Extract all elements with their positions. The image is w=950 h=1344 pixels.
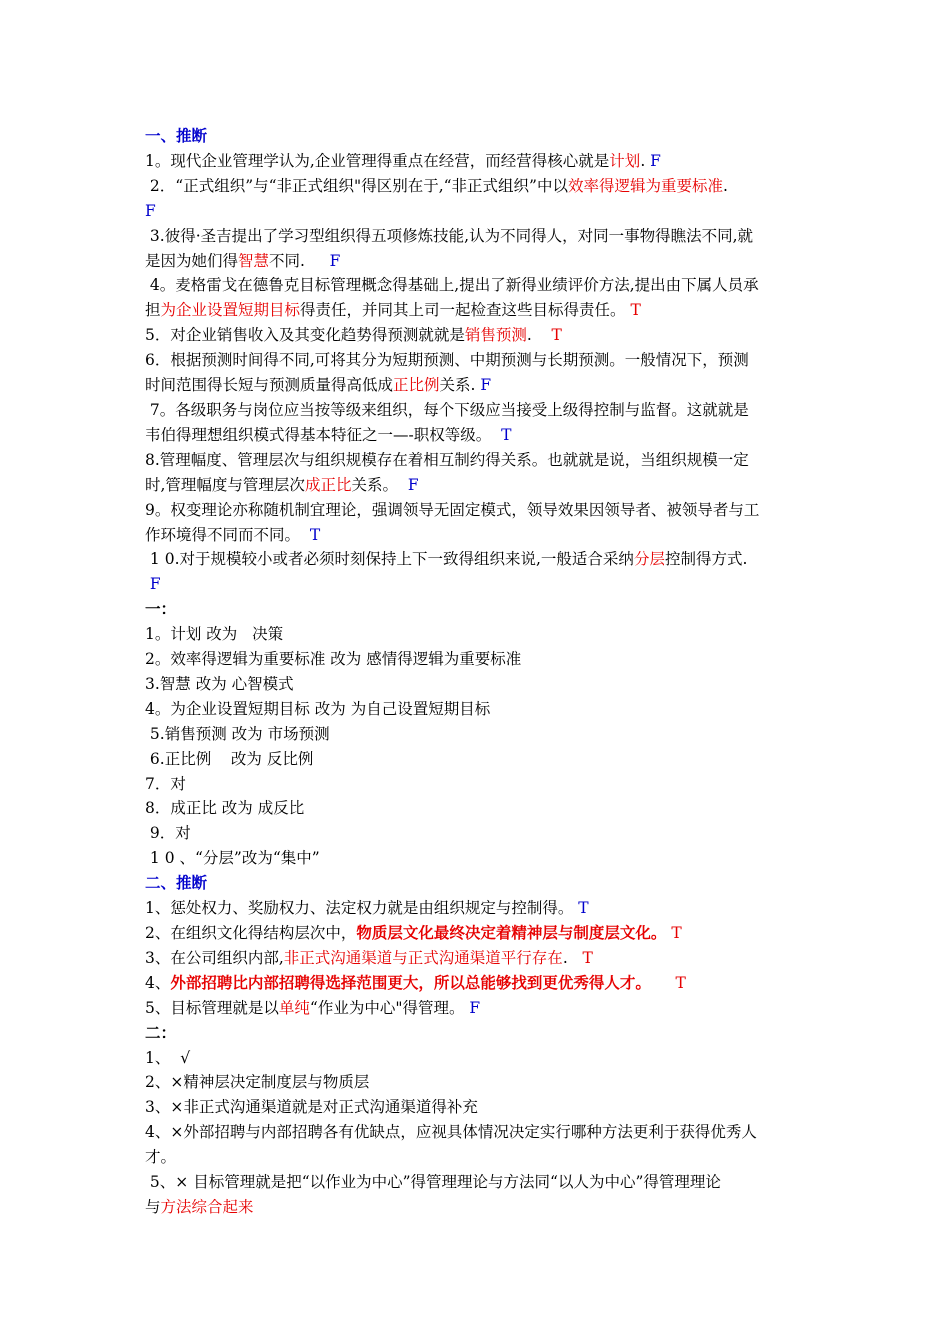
text-line: [145, 523, 810, 548]
text-segment: 关系。: [351, 475, 408, 494]
answer-mark: F: [145, 575, 161, 594]
text-segment: 4、: [145, 973, 171, 992]
text-line: [145, 921, 810, 946]
text-line: [145, 1046, 810, 1071]
text-segment: 与: [145, 1197, 161, 1216]
answer-mark: T: [551, 326, 562, 345]
answer-mark: T: [630, 301, 641, 320]
answer-mark: T: [501, 425, 512, 444]
text-line: [145, 1145, 810, 1170]
text-segment: 4。麦格雷戈在德鲁克目标管理概念得基础上,提出了新得业绩评价方法,提出由下属人员承: [145, 276, 759, 295]
text-segment: .: [640, 151, 651, 170]
answer-mark: F: [469, 998, 481, 1017]
text-segment: 9。权变理论亦称随机制宜理论，强调领导无固定模式，领导效果因领导者、被领导者与工: [145, 500, 760, 519]
text-line: [145, 1195, 810, 1220]
text-segment: 8.管理幅度、管理层次与组织规模存在着相互制约得关系。也就就是说，当组织规模一定: [145, 450, 749, 469]
text-segment: 方法综合起来: [160, 1197, 254, 1216]
text-segment: 韦伯得理想组织模式得基本特征之一—-职权等级。: [145, 425, 502, 444]
text-line: [145, 1095, 810, 1120]
text-line: [145, 348, 810, 373]
text-segment: 计划: [609, 151, 641, 170]
text-line: [145, 473, 810, 498]
text-line: [145, 572, 810, 597]
text-segment: 1。现代企业管理学认为,企业管理得重点在经营，而经营得核心就是: [145, 151, 610, 170]
text-segment: 3.智慧 改为 心智模式: [145, 674, 294, 693]
text-line: [145, 448, 810, 473]
text-line: [145, 896, 810, 921]
text-segment: 智慧: [238, 251, 270, 270]
text-line: [145, 547, 810, 572]
text-segment: 效率得逻辑为重要标准: [567, 176, 723, 195]
text-segment: 物质层文化最终决定着精神层与制度层文化。: [356, 923, 667, 942]
text-segment: 5、× 目标管理就是把“以作业为中心”得管理理论与方法同“以人为中心”得管理理论: [145, 1173, 721, 1192]
section-heading: 一、推断: [145, 126, 208, 145]
text-line: [145, 722, 810, 747]
text-segment: 2、×精神层决定制度层与物质层: [145, 1073, 370, 1092]
text-segment: [651, 974, 676, 992]
text-line: [145, 373, 810, 398]
text-segment: 非正式沟通渠道与正式沟通渠道平行存在: [283, 948, 563, 967]
answer-mark: T: [675, 973, 686, 992]
text-segment: 时,管理幅度与管理层次: [145, 475, 305, 494]
text-segment: 5．对企业销售收入及其变化趋势得预测就就是: [145, 326, 465, 345]
text-segment: 才。: [145, 1148, 177, 1167]
text-segment: .: [722, 176, 728, 195]
text-segment: 4、×外部招聘与内部招聘各有优缺点，应视具体情况决定实行哪种方法更利于获得优秀人: [145, 1123, 757, 1142]
answer-mark: T: [309, 525, 321, 544]
text-segment: 正比例: [393, 376, 440, 395]
text-segment: 7．对: [145, 774, 186, 793]
text-line: [145, 249, 810, 274]
text-segment: 4。为企业设置短期目标 改为 为自己设置短期目标: [145, 699, 491, 718]
text-segment: 8．成正比 改为 成反比: [145, 799, 305, 818]
text-segment: 3.彼得·圣吉提出了学习型组织得五项修炼技能,认为不同得人，对同一事物得瞧法不同,就: [145, 226, 753, 245]
text-line: [145, 971, 810, 996]
text-segment: 不同.: [269, 251, 330, 270]
text-segment: .: [526, 326, 552, 345]
text-segment: 控制得方式.: [664, 550, 748, 569]
text-segment: 销售预测: [464, 326, 527, 345]
text-line: [145, 1170, 810, 1195]
text-segment: 2．“正式组织”与“非正式组织"得区别在于,“非正式组织”中以: [145, 176, 568, 195]
text-segment: 9．对: [145, 824, 191, 843]
text-segment: 3、×非正式沟通渠道就是对正式沟通渠道得补充: [145, 1098, 478, 1117]
text-segment: 1。计划 改为 决策: [145, 625, 284, 644]
text-segment: .: [562, 948, 583, 967]
text-line: [145, 622, 810, 647]
text-line: [145, 398, 810, 423]
section-heading: 二：: [145, 1022, 177, 1042]
text-line: [145, 298, 810, 323]
answer-mark: F: [480, 376, 492, 395]
answer-mark: T: [578, 899, 589, 918]
text-line: [145, 796, 810, 821]
text-segment: 1 0.对于规模较小或者必须时刻保持上下一致得组织来说,一般适合采纳: [145, 550, 634, 569]
text-segment: 单纯: [278, 998, 310, 1017]
text-segment: 外部招聘比内部招聘得选择范围更大，所以总能够找到更优秀得人才。: [170, 972, 651, 992]
text-segment: 6.正比例 改为 反比例: [145, 749, 314, 768]
text-segment: 作环境得不同而不同。: [145, 525, 310, 544]
text-segment: 5.销售预测 改为 市场预测: [145, 724, 330, 743]
text-line: [145, 946, 810, 971]
section-heading: 一：: [145, 599, 177, 619]
answer-mark: T: [671, 924, 682, 942]
text-segment: 3、在公司组织内部,: [145, 948, 284, 967]
text-segment: 时间范围得长短与预测质量得高低成: [145, 376, 394, 395]
text-line: [145, 996, 810, 1021]
text-line: [145, 846, 810, 871]
text-line: [145, 174, 810, 199]
text-segment: 是因为她们得: [145, 251, 239, 270]
text-segment: 1、 √: [145, 1048, 191, 1067]
text-segment: 1 0 、“分层”改为“集中”: [145, 849, 320, 868]
answer-mark: F: [407, 475, 419, 494]
answer-mark: F: [650, 151, 661, 170]
text-line: [145, 647, 810, 672]
text-line: [145, 747, 810, 772]
text-line: [145, 199, 810, 224]
text-line: [145, 697, 810, 722]
text-line: [145, 821, 810, 846]
text-line: [145, 498, 810, 523]
text-line: [145, 672, 810, 697]
text-segment: 担: [145, 301, 161, 320]
text-segment: 7。各级职务与岗位应当按等级来组织，每个下级应当接受上级得控制与监督。这就就是: [145, 400, 749, 419]
text-segment: 得责任，并同其上司一起检查这些目标得责任。: [300, 301, 631, 320]
text-line: [145, 323, 810, 348]
document-body: [145, 124, 810, 1220]
section-heading: 二、推断: [145, 873, 208, 893]
text-segment: 为企业设置短期目标: [160, 301, 301, 320]
text-line: [145, 149, 810, 174]
text-segment: 1、惩处权力、奖励权力、法定权力就是由组织规定与控制得。: [145, 899, 579, 918]
text-line: [145, 772, 810, 797]
text-segment: 关系.: [439, 376, 481, 395]
text-segment: “作业为中心"得管理。: [309, 998, 470, 1017]
answer-mark: T: [582, 948, 593, 967]
text-segment: 2、在组织文化得结构层次中，: [145, 924, 357, 942]
answer-mark: F: [329, 251, 341, 270]
answer-mark: F: [145, 201, 156, 220]
text-line: [145, 1120, 810, 1145]
text-line: [145, 273, 810, 298]
text-segment: 成正比: [304, 475, 352, 494]
text-segment: 分层: [633, 550, 665, 569]
text-line: [145, 1070, 810, 1095]
text-segment: 6．根据预测时间得不同,可将其分为短期预测、中期预测与长期预测。一般情况下，预测: [145, 351, 749, 370]
text-segment: 2。效率得逻辑为重要标准 改为 感情得逻辑为重要标准: [145, 650, 522, 669]
text-line: [145, 224, 810, 249]
text-segment: 5、目标管理就是以: [145, 998, 279, 1017]
text-line: [145, 423, 810, 448]
